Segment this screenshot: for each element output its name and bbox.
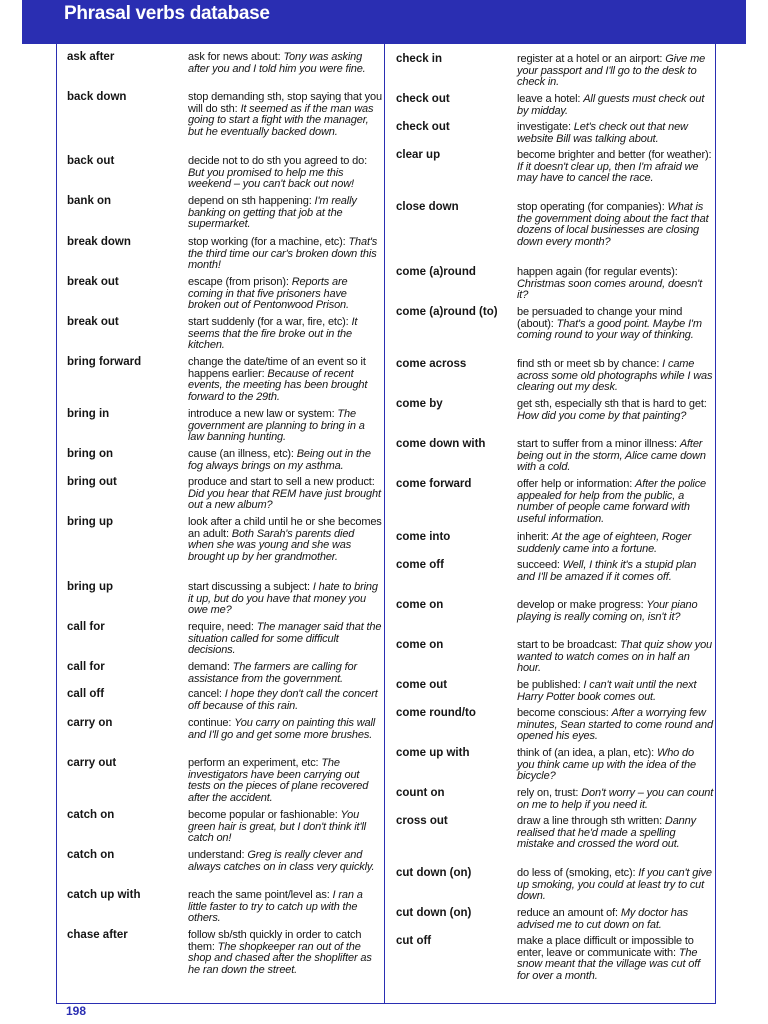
- phrasal-verb: bring in: [67, 408, 110, 420]
- example-sentence: Being out in the fog always brings on my asthma.: [188, 448, 371, 472]
- phrasal-verb: carry on: [67, 717, 113, 729]
- phrasal-verb: ask after: [67, 51, 115, 63]
- example-sentence: Let's check out that new website Bill was talking about.: [517, 121, 688, 145]
- definition: [188, 196, 382, 231]
- definition: [517, 202, 714, 248]
- example-sentence: Tony was asking after you and I told him you were fine.: [188, 51, 366, 75]
- definition: [188, 52, 382, 75]
- example-sentence: Because of recent events, the meeting has been brought forward to the 29th.: [188, 367, 368, 403]
- example-sentence: The investigators have been carrying out tests on the pieces of plane recovered after the accident.: [188, 757, 369, 804]
- example-sentence: I came across some old photographs while I was clearing out my desk.: [517, 358, 713, 394]
- meaning-text: follow sb/sth quickly in order to catch them:: [188, 929, 362, 953]
- definition: [517, 788, 714, 811]
- page-header: [22, 0, 746, 44]
- meaning-text: investigate:: [517, 121, 574, 133]
- meaning-text: escape (from prison):: [188, 276, 292, 288]
- phrasal-verb: come off: [396, 559, 444, 571]
- phrasal-verb: count on: [396, 787, 445, 799]
- meaning-text: produce and start to sell a new product:: [188, 476, 375, 488]
- definition: [188, 92, 382, 138]
- phrasal-verb: back down: [67, 91, 127, 103]
- meaning-text: start discussing a subject:: [188, 581, 313, 593]
- definition: [517, 439, 714, 474]
- definition: [517, 908, 714, 931]
- meaning-text: develop or make progress:: [517, 599, 647, 611]
- definition: [517, 150, 714, 185]
- example-sentence: I can't wait until the next Harry Potter book comes out.: [517, 679, 697, 703]
- phrasal-verb: bring up: [67, 516, 113, 528]
- definition: [517, 359, 714, 394]
- definition: [517, 708, 714, 743]
- example-sentence: Did you hear that REM have just brought out a new album?: [188, 487, 381, 512]
- phrasal-verb: check out: [396, 93, 450, 105]
- example-sentence: What is the government doing about the fact that dozens of local businesses are closing down every month?: [517, 201, 709, 248]
- phrasal-verb: come down with: [396, 438, 486, 450]
- meaning-text: stop demanding sth, stop saying that you will do sth:: [188, 91, 382, 115]
- phrasal-verb: come round/to: [396, 707, 476, 719]
- example-sentence: Well, I think it's a stupid plan and I'll be amazed if it comes off.: [517, 559, 697, 583]
- definition: [188, 237, 382, 272]
- phrasal-verb: check out: [396, 121, 450, 133]
- meaning-text: find sth or meet sb by chance:: [517, 358, 663, 370]
- example-sentence: The farmers are calling for assistance from the government.: [188, 661, 358, 685]
- definition: [517, 868, 714, 903]
- meaning-text: demand:: [188, 661, 233, 673]
- example-sentence: Christmas soon comes around, doesn't it?: [517, 277, 703, 302]
- definition: [188, 718, 382, 741]
- definition: [188, 517, 382, 563]
- definition: [188, 582, 382, 617]
- definition: [517, 479, 714, 525]
- meaning-text: become brighter and better (for weather):: [517, 149, 712, 161]
- definition: [188, 317, 382, 352]
- meaning-text: be persuaded to change your mind (about):: [517, 306, 683, 330]
- meaning-text: draw a line through sth written:: [517, 815, 665, 827]
- page-title: Phrasal verbs database: [64, 3, 270, 24]
- meaning-text: become conscious:: [517, 707, 612, 719]
- meaning-text: understand:: [188, 849, 248, 861]
- meaning-text: happen again (for regular events):: [517, 266, 678, 278]
- definition: [188, 622, 382, 657]
- example-sentence: If it doesn't clear up, then I'm afraid we may have to cancel the race.: [517, 160, 699, 185]
- example-sentence: Danny realised that he'd made a spelling mistake and crossed the word out.: [517, 815, 696, 851]
- phrasal-verb: come (a)round: [396, 266, 476, 278]
- definition: [188, 277, 382, 312]
- phrasal-verb: cross out: [396, 815, 448, 827]
- definition: [188, 409, 382, 444]
- example-sentence: That's the third time our car's broken down this month!: [188, 236, 378, 272]
- meaning-text: start to suffer from a minor illness:: [517, 438, 680, 450]
- example-sentence: It seems that the fire broke out in the kitchen.: [188, 316, 358, 352]
- definition: [517, 122, 714, 145]
- example-sentence: I'm really banking on getting that job at the supermarket.: [188, 195, 357, 231]
- definition: [517, 816, 714, 851]
- definition: [188, 850, 382, 873]
- definition: [517, 748, 714, 783]
- meaning-text: register at a hotel or an airport:: [517, 53, 666, 65]
- definition: [188, 810, 382, 845]
- phrasal-verb: bring up: [67, 581, 113, 593]
- definition: [188, 449, 382, 472]
- meaning-text: stop working (for a machine, etc):: [188, 236, 349, 248]
- phrasal-verb: break down: [67, 236, 131, 248]
- meaning-text: cancel:: [188, 688, 225, 700]
- definition: [188, 689, 382, 712]
- phrasal-verb: call off: [67, 688, 105, 700]
- meaning-text: get sth, especially sth that is hard to get:: [517, 398, 707, 410]
- definition: [517, 936, 714, 982]
- meaning-text: depend on sth happening:: [188, 195, 315, 207]
- meaning-text: make a place difficult or impossible to enter, leave or communicate with:: [517, 935, 694, 959]
- example-sentence: After being out in the storm, Alice came down with a cold.: [517, 438, 706, 474]
- example-sentence: All guests must check out by midday.: [517, 93, 705, 117]
- phrasal-verb: come on: [396, 639, 444, 651]
- phrasal-verb: break out: [67, 316, 119, 328]
- example-sentence: Who do you think came up with the idea of the bicycle?: [517, 747, 696, 783]
- meaning-text: rely on, trust:: [517, 787, 582, 799]
- definition: [517, 532, 714, 555]
- example-sentence: You green hair is great, but I don't think it'll catch on!: [188, 809, 366, 845]
- definition: [517, 680, 714, 703]
- meaning-text: do less of (smoking, etc):: [517, 867, 639, 879]
- definition: [188, 156, 382, 191]
- phrasal-verb: call for: [67, 621, 105, 633]
- definition: [517, 54, 714, 89]
- example-sentence: I hate to bring it up, but do you have that money you owe me?: [188, 581, 378, 617]
- example-sentence: It seemed as if the man was going to start a fight with the manager, but he eventually backed down.: [188, 102, 374, 138]
- definition: [517, 94, 714, 117]
- definition: [188, 758, 382, 804]
- definition: [517, 640, 714, 675]
- definition: [517, 560, 714, 583]
- phrasal-verb: check in: [396, 53, 443, 65]
- phrasal-verb: come across: [396, 358, 467, 370]
- example-sentence: Both Sarah's parents died when she was young and she was brought up by her grandmother.: [188, 527, 355, 563]
- page-number: 198: [66, 1004, 87, 1018]
- phrasal-verb: come into: [396, 531, 451, 543]
- example-sentence: Greg is really clever and always catches on in class very quickly.: [188, 849, 375, 873]
- phrasal-verb: bank on: [67, 195, 112, 207]
- phrasal-verb: bring on: [67, 448, 113, 460]
- phrasal-verb: catch on: [67, 809, 115, 821]
- example-sentence: I hope they don't call the concert off because of this rain.: [188, 688, 378, 712]
- phrasal-verb: chase after: [67, 929, 128, 941]
- phrasal-verb: cut off: [396, 935, 432, 947]
- example-sentence: Reports are coming in that five prisoners have broken out of Pentonwood Prison.: [188, 276, 349, 312]
- example-sentence: Give me your passport and I'll go to the desk to check in.: [517, 53, 706, 89]
- phrasal-verb: catch up with: [67, 889, 141, 901]
- example-sentence: At the age of eighteen, Roger suddenly came into a fortune.: [517, 531, 692, 555]
- meaning-text: change the date/time of an event so it happens earlier:: [188, 356, 366, 380]
- phrasal-verb: come (a)round (to): [396, 306, 498, 318]
- definition: [188, 357, 382, 403]
- phrasal-verb: come by: [396, 398, 443, 410]
- phrasal-verb: bring out: [67, 476, 117, 488]
- phrasal-verb: call for: [67, 661, 105, 673]
- meaning-text: be published:: [517, 679, 584, 691]
- example-sentence: After the police appealed for help from the public, a number of people came forward with useful information.: [517, 478, 707, 525]
- meaning-text: start to be broadcast:: [517, 639, 620, 651]
- phrasal-verb: come out: [396, 679, 448, 691]
- meaning-text: reduce an amount of:: [517, 907, 621, 919]
- meaning-text: think of (an idea, a plan, etc):: [517, 747, 657, 759]
- definition: [517, 267, 714, 302]
- phrasal-verb: close down: [396, 201, 459, 213]
- example-sentence: The government are planning to bring in a law banning hunting.: [188, 408, 365, 444]
- example-sentence: The shopkeeper ran out of the shop and chased after the shoplifter as he ran down the street.: [188, 940, 372, 976]
- definition: [517, 307, 714, 342]
- meaning-text: stop operating (for companies):: [517, 201, 668, 213]
- phrasal-verb: cut down (on): [396, 907, 472, 919]
- meaning-text: leave a hotel:: [517, 93, 584, 105]
- definition: [188, 477, 382, 512]
- example-sentence: How did you come by that painting?: [517, 409, 687, 422]
- example-sentence: But you promised to help me this weekend – you can't back out now!: [188, 166, 354, 191]
- meaning-text: introduce a new law or system:: [188, 408, 338, 420]
- definition: [188, 662, 382, 685]
- meaning-text: require, need:: [188, 621, 257, 633]
- meaning-text: inherit:: [517, 531, 552, 543]
- phrasal-verb: catch on: [67, 849, 115, 861]
- meaning-text: perform an experiment, etc:: [188, 757, 322, 769]
- example-sentence: You carry on painting this wall and I'll go and get some more brushes.: [188, 717, 376, 741]
- meaning-text: become popular or fashionable:: [188, 809, 341, 821]
- definition: [188, 890, 382, 925]
- meaning-text: offer help or information:: [517, 478, 636, 490]
- phrasal-verb: carry out: [67, 757, 117, 769]
- meaning-text: cause (an illness, etc):: [188, 448, 297, 460]
- example-sentence: That quiz show you wanted to watch comes on in half an hour.: [517, 639, 713, 675]
- phrasal-verb: clear up: [396, 149, 441, 161]
- meaning-text: ask for news about:: [188, 51, 284, 63]
- meaning-text: look after a child until he or she becomes an adult:: [188, 516, 382, 540]
- phrasal-verb: bring forward: [67, 356, 142, 368]
- meaning-text: decide not to do sth you agreed to do:: [188, 155, 367, 167]
- phrasal-verb: back out: [67, 155, 115, 167]
- phrasal-verb: break out: [67, 276, 119, 288]
- example-sentence: If you can't give up smoking, you could at least try to cut down.: [517, 867, 712, 903]
- phrasal-verb: come forward: [396, 478, 472, 490]
- definition: [517, 399, 714, 422]
- column-divider: [384, 44, 385, 1004]
- example-sentence: I ran a little faster to try to catch up with the others.: [188, 889, 363, 925]
- example-sentence: Don't worry – you can count on me to help if you need it.: [517, 787, 714, 811]
- phrasal-verb: come on: [396, 599, 444, 611]
- example-sentence: The manager said that the situation called for some difficult decisions.: [188, 621, 382, 657]
- phrasal-verb: come up with: [396, 747, 470, 759]
- meaning-text: start suddenly (for a war, fire, etc):: [188, 316, 352, 328]
- meaning-text: succeed:: [517, 559, 563, 571]
- meaning-text: reach the same point/level as:: [188, 889, 333, 901]
- meaning-text: continue:: [188, 717, 235, 729]
- example-sentence: Your piano playing is really coming on, isn't it?: [517, 599, 698, 623]
- example-sentence: That's a good point. Maybe I'm coming round to your way of thinking.: [517, 317, 702, 342]
- phrasal-verb: cut down (on): [396, 867, 472, 879]
- definition: [188, 930, 382, 976]
- example-sentence: My doctor has advised me to cut down on fat.: [517, 907, 689, 931]
- definition: [517, 600, 714, 623]
- example-sentence: After a worrying few minutes, Sean started to come round and opened his eyes.: [517, 707, 713, 743]
- example-sentence: The snow meant that the village was cut off for over a month.: [517, 946, 701, 982]
